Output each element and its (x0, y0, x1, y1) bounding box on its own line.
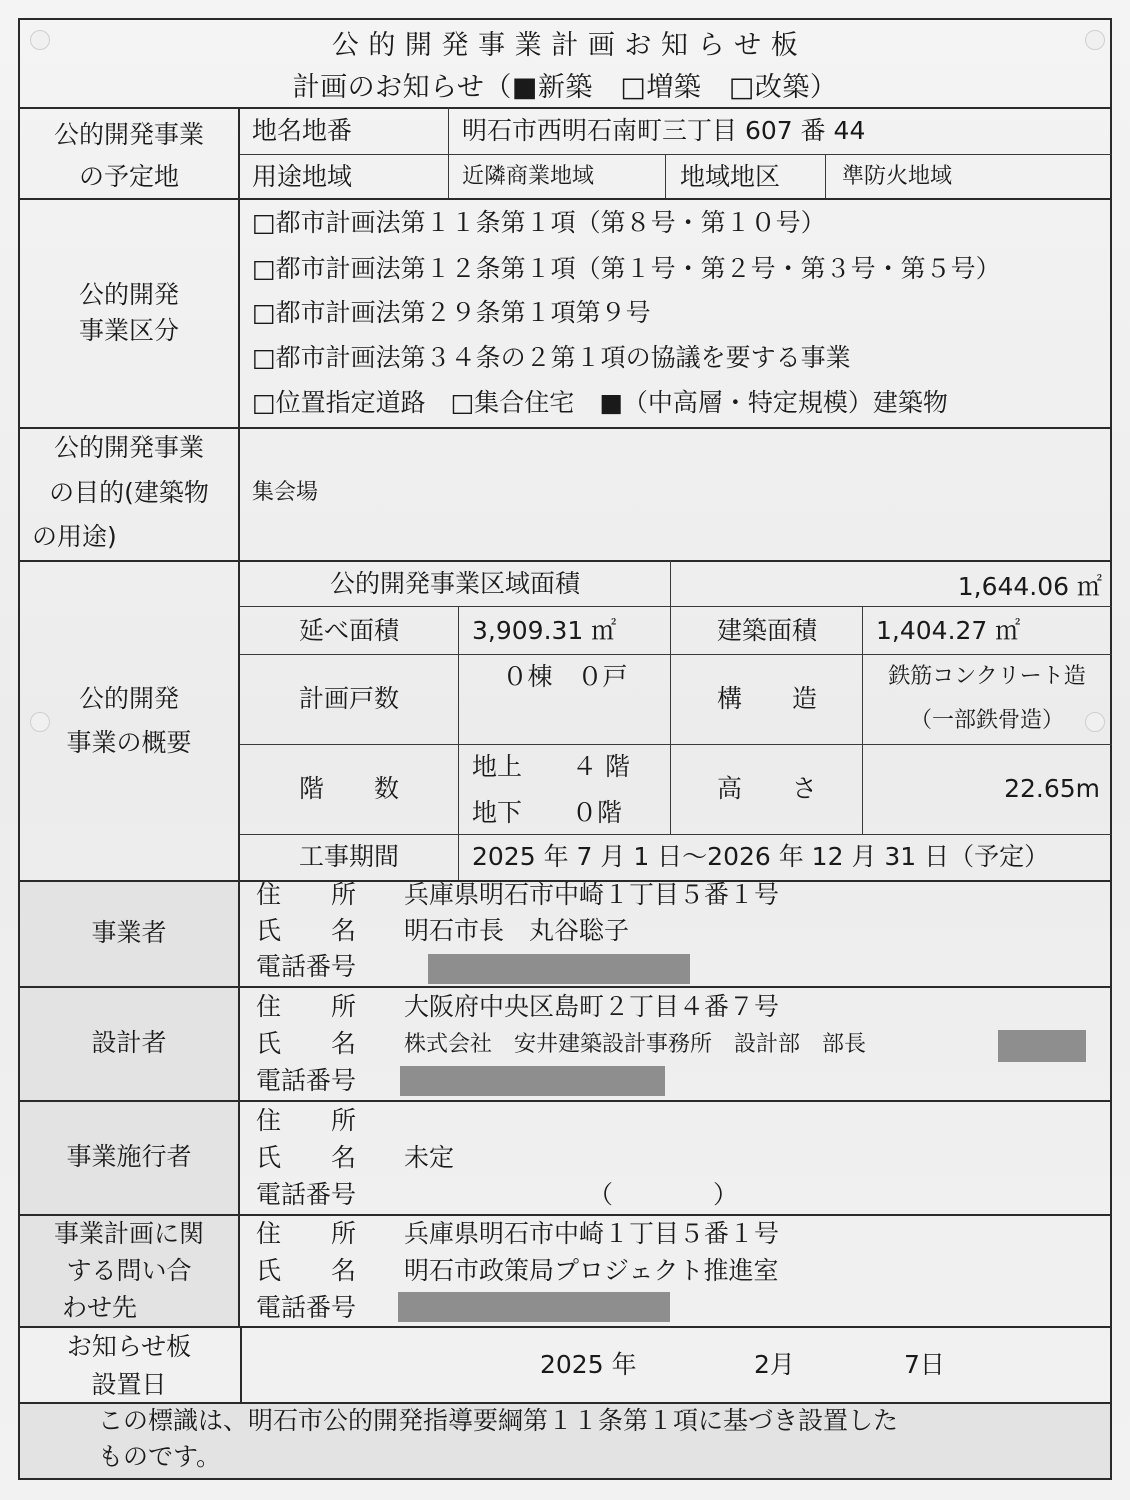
overview-label: 事業の概要 (66, 728, 192, 757)
lot-label: 地名地番 (252, 116, 353, 145)
operator-address: 兵庫県明石市中崎１丁目５番１号 (404, 880, 780, 909)
floor-area-label: 延べ面積 (298, 616, 399, 645)
units-label: 計画戸数 (298, 684, 399, 713)
designer-label: 設計者 (91, 1028, 167, 1057)
floors-below: 地下 ０階 (472, 798, 623, 827)
use-zone-label: 用途地域 (252, 162, 353, 191)
rule (18, 986, 1112, 988)
rule (18, 1326, 1112, 1328)
install-label: 設置日 (91, 1370, 167, 1399)
inquiry-label: 事業計画に関 (53, 1219, 204, 1248)
name-label: 氏 名 (256, 1143, 357, 1172)
rule (18, 427, 1112, 429)
rule (18, 560, 1112, 562)
rule (240, 154, 1112, 155)
rule (240, 834, 1112, 835)
category-item: □都市計画法第２９条第１項第９号 (252, 298, 651, 327)
lot-value: 明石市西明石南町三丁目 607 番 44 (462, 116, 866, 145)
height-label: 高 さ (716, 774, 817, 803)
district-value: 準防火地域 (842, 164, 953, 189)
install-day: 7日 (904, 1350, 945, 1379)
rule (825, 154, 826, 198)
rule (18, 107, 1112, 109)
purpose-label: の目的(建築物 (49, 478, 209, 507)
contractor-phone: （ ） (588, 1180, 739, 1209)
rule (18, 1214, 1112, 1216)
rule (240, 1326, 242, 1402)
name-label: 氏 名 (256, 1029, 357, 1058)
purpose-value: 集会場 (252, 480, 319, 505)
category-label: 公的開発 (78, 280, 179, 309)
rule (670, 560, 671, 834)
rule (240, 744, 1112, 745)
footer-note: ものです。 (98, 1442, 222, 1471)
rule (240, 654, 1112, 655)
inquiry-name: 明石市政策局プロジェクト推進室 (404, 1256, 779, 1285)
structure-value: （一部鉄骨造） (909, 708, 1064, 733)
rule (238, 107, 240, 1326)
redacted-name (998, 1030, 1086, 1062)
period-label: 工事期間 (298, 842, 399, 871)
site-label: の予定地 (78, 162, 179, 191)
phone-label: 電話番号 (256, 952, 357, 981)
category-item: □位置指定道路 □集合住宅 ■（中高層・特定規模）建築物 (252, 388, 948, 417)
name-label: 氏 名 (256, 1256, 357, 1285)
address-label: 住 所 (256, 1219, 357, 1248)
category-item: □都市計画法第３４条の２第１項の協議を要する事業 (252, 343, 851, 372)
rule (18, 198, 1112, 200)
district-label: 地域地区 (680, 162, 781, 191)
use-zone-value: 近隣商業地域 (462, 164, 595, 189)
floor-area-value: 3,909.31 ㎡ (472, 616, 617, 645)
building-area-value: 1,404.27 ㎡ (876, 616, 1021, 645)
overview-label: 公的開発 (78, 684, 179, 713)
units-value: ０棟 ０戸 (502, 662, 628, 691)
period-value: 2025 年 7 月 1 日～2026 年 12 月 31 日（予定） (472, 842, 1050, 871)
category-item: □都市計画法第１１条第１項（第８号・第１０号） (252, 208, 826, 237)
install-year: 2025 年 (540, 1350, 637, 1379)
area-label: 公的開発事業区域面積 (329, 569, 580, 598)
rule (862, 606, 863, 834)
site-label: 公的開発事業 (53, 120, 204, 149)
rule (458, 606, 459, 880)
height-value: 22.65m (1004, 774, 1100, 803)
rule (240, 606, 1112, 607)
contractor-label: 事業施行者 (66, 1142, 192, 1171)
address-label: 住 所 (256, 992, 357, 1021)
address-label: 住 所 (256, 880, 357, 909)
rule (665, 154, 666, 198)
rule (448, 107, 449, 198)
rule (18, 1100, 1112, 1102)
phone-label: 電話番号 (256, 1293, 357, 1322)
inquiry-label: わせ先 (62, 1293, 138, 1322)
inquiry-address: 兵庫県明石市中崎１丁目５番１号 (404, 1219, 780, 1248)
purpose-label: の用途) (32, 522, 117, 551)
footer-note: この標識は、明石市公的開発指導要綱第１１条第１項に基づき設置した (98, 1406, 899, 1435)
address-label: 住 所 (256, 1106, 357, 1135)
install-month: 2月 (754, 1350, 795, 1379)
install-label: お知らせ板 (66, 1332, 192, 1361)
designer-name: 株式会社 安井建築設計事務所 設計部 部長 (404, 1032, 867, 1057)
structure-value: 鉄筋コンクリート造 (888, 664, 1086, 689)
contractor-name: 未定 (404, 1143, 455, 1172)
operator-name: 明石市長 丸谷聡子 (404, 916, 630, 945)
phone-label: 電話番号 (256, 1180, 357, 1209)
redacted-phone (400, 1066, 665, 1096)
operator-label: 事業者 (91, 918, 167, 947)
area-value: 1,644.06 ㎡ (957, 572, 1102, 601)
redacted-phone (428, 954, 690, 984)
name-label: 氏 名 (256, 916, 357, 945)
floors-above: 地上 ４ 階 (472, 752, 630, 781)
purpose-label: 公的開発事業 (53, 433, 204, 462)
inquiry-label: する問い合 (66, 1256, 192, 1285)
designer-address: 大阪府中央区島町２丁目４番７号 (404, 992, 780, 1021)
redacted-phone (398, 1292, 670, 1322)
category-label: 事業区分 (78, 316, 179, 345)
phone-label: 電話番号 (256, 1066, 357, 1095)
building-area-label: 建築面積 (716, 616, 817, 645)
floors-label: 階 数 (298, 774, 399, 803)
board-title: 公 的 開 発 事 業 計 画 お 知 ら せ 板 (331, 30, 799, 61)
category-item: □都市計画法第１２条第１項（第１号・第２号・第３号・第５号） (252, 254, 1001, 283)
structure-label: 構 造 (716, 684, 817, 713)
board-subtitle: 計画のお知らせ（■新築 □増築 □改築） (292, 72, 838, 103)
